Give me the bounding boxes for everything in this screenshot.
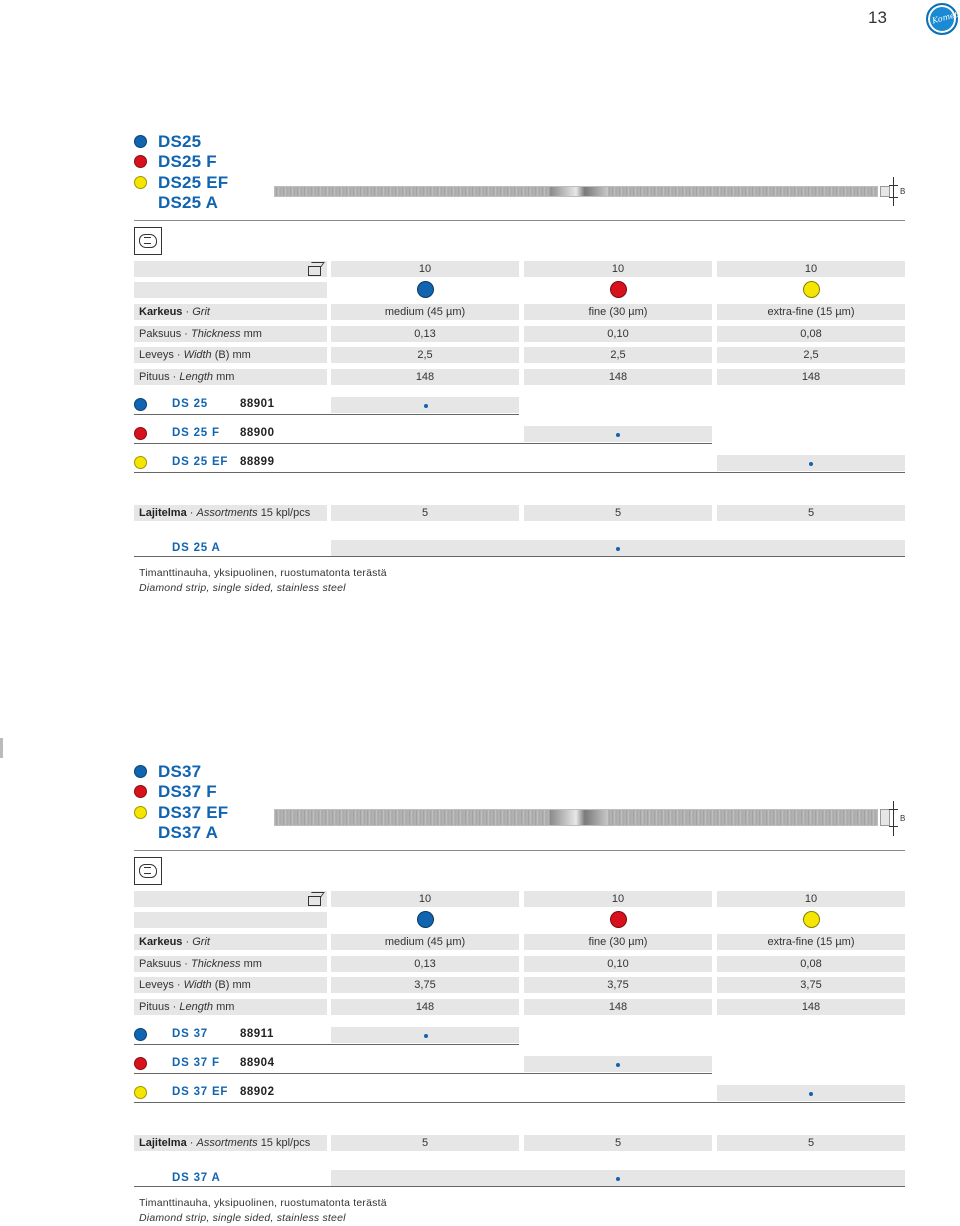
assortment-code: DS 37 A — [172, 1172, 221, 1184]
box-icon — [308, 266, 321, 276]
strip-shine — [550, 810, 608, 825]
diamond-strip-icon — [274, 186, 878, 197]
pack-icon-shape — [139, 864, 157, 878]
grit-value: fine (30 µm) — [524, 934, 712, 950]
row-underline — [134, 443, 712, 444]
length-value: 148 — [717, 999, 905, 1015]
article-number: 88901 — [240, 398, 275, 410]
dimension-line — [893, 801, 894, 836]
section-ds37 — [0, 630, 960, 1226]
dimension-line — [893, 177, 894, 206]
strip-shine — [550, 187, 608, 196]
red-grit-dot-icon — [610, 911, 627, 928]
item-code: DS 37 EF — [172, 1086, 229, 1098]
header-cell — [134, 282, 327, 298]
length-label: Pituus · Length mm — [134, 999, 327, 1015]
pack-icon — [134, 857, 162, 885]
strip-end — [880, 809, 890, 826]
dimension-label: B — [900, 187, 906, 196]
yellow-grit-dot-icon — [803, 281, 820, 298]
availability-bullet-icon — [616, 1063, 620, 1067]
width-value: 3,75 — [717, 977, 905, 993]
thickness-value: 0,13 — [331, 326, 519, 342]
length-label: Pituus · Length mm — [134, 369, 327, 385]
pack-qty: 10 — [331, 891, 519, 907]
box-icon — [308, 896, 321, 906]
dimension-tick — [889, 826, 898, 827]
item-code: DS 37 — [172, 1028, 208, 1040]
availability-bullet-icon — [424, 1034, 428, 1038]
red-dot-icon — [134, 1057, 147, 1070]
product-title: DS25 EF — [158, 173, 229, 192]
diamond-strip-icon — [274, 809, 878, 826]
grit-value: extra-fine (15 µm) — [717, 934, 905, 950]
row-underline — [134, 556, 905, 557]
thickness-value: 0,10 — [524, 956, 712, 972]
grit-label: Karkeus · Grit — [134, 304, 327, 320]
assortments-label: Lajitelma · Assortments 15 kpl/pcs — [134, 1135, 327, 1151]
assortments-label: Lajitelma · Assortments 15 kpl/pcs — [134, 505, 327, 521]
length-value: 148 — [524, 999, 712, 1015]
row-underline — [134, 1186, 905, 1187]
row-underline — [134, 1044, 519, 1045]
header-cell — [134, 891, 327, 907]
description-fi: Timanttinauha, yksipuolinen, ruostumatonta terästä — [139, 567, 387, 579]
product-title: DS25 F — [158, 152, 217, 171]
row-underline — [134, 472, 905, 473]
logo-text: Komet — [931, 9, 959, 26]
item-code: DS 25 EF — [172, 456, 229, 468]
divider — [134, 850, 905, 851]
length-value: 148 — [717, 369, 905, 385]
grit-value: extra-fine (15 µm) — [717, 304, 905, 320]
description-en: Diamond strip, single sided, stainless steel — [139, 582, 346, 594]
blue-dot-icon — [134, 398, 147, 411]
width-label: Leveys · Width (B) mm — [134, 347, 327, 363]
product-title: DS25 — [158, 132, 202, 151]
width-label: Leveys · Width (B) mm — [134, 977, 327, 993]
item-code: DS 25 — [172, 398, 208, 410]
width-value: 3,75 — [524, 977, 712, 993]
page-number: 13 — [868, 8, 887, 27]
article-number: 88902 — [240, 1086, 275, 1098]
width-value: 2,5 — [524, 347, 712, 363]
blue-grit-dot-icon — [417, 911, 434, 928]
assortment-qty: 5 — [717, 1135, 905, 1151]
blue-grit-dot-icon — [417, 281, 434, 298]
product-title: DS37 — [158, 762, 202, 781]
item-code: DS 25 F — [172, 427, 220, 439]
description-en: Diamond strip, single sided, stainless steel — [139, 1212, 346, 1224]
dimension-tick — [889, 197, 898, 198]
assortment-qty: 5 — [717, 505, 905, 521]
strip-end — [880, 186, 890, 197]
grit-value: medium (45 µm) — [331, 934, 519, 950]
article-number: 88899 — [240, 456, 275, 468]
article-number: 88911 — [240, 1028, 274, 1040]
pack-qty: 10 — [717, 891, 905, 907]
row-underline — [134, 1073, 712, 1074]
item-code: DS 37 F — [172, 1057, 220, 1069]
dimension-tick — [889, 809, 898, 810]
article-number: 88900 — [240, 427, 275, 439]
row-underline — [134, 414, 519, 415]
length-value: 148 — [331, 999, 519, 1015]
grit-label: Karkeus · Grit — [134, 934, 327, 950]
blue-dot-icon — [134, 1028, 147, 1041]
header-cell — [134, 261, 327, 277]
article-number: 88904 — [240, 1057, 275, 1069]
length-value: 148 — [331, 369, 519, 385]
grit-value: fine (30 µm) — [524, 304, 712, 320]
thickness-label: Paksuus · Thickness mm — [134, 326, 327, 342]
availability-bullet-icon — [809, 1092, 813, 1096]
width-value: 2,5 — [331, 347, 519, 363]
product-title: DS37 EF — [158, 803, 229, 822]
red-dot-icon — [134, 427, 147, 440]
header-cell — [134, 912, 327, 928]
pack-icon-shape — [139, 234, 157, 248]
availability-bullet-icon — [616, 1177, 620, 1181]
divider — [134, 220, 905, 221]
pack-qty: 10 — [524, 261, 712, 277]
pack-qty: 10 — [524, 891, 712, 907]
assortment-qty: 5 — [524, 1135, 712, 1151]
thickness-value: 0,10 — [524, 326, 712, 342]
red-dot-icon — [134, 155, 147, 168]
assortment-qty: 5 — [524, 505, 712, 521]
availability-bullet-icon — [616, 547, 620, 551]
pack-icon — [134, 227, 162, 255]
width-value: 3,75 — [331, 977, 519, 993]
yellow-dot-icon — [134, 806, 147, 819]
assortment-code: DS 25 A — [172, 542, 221, 554]
yellow-grit-dot-icon — [803, 911, 820, 928]
row-underline — [134, 1102, 905, 1103]
red-grit-dot-icon — [610, 281, 627, 298]
assortment-qty: 5 — [331, 505, 519, 521]
product-title: DS37 A — [158, 823, 219, 842]
assortment-qty: 5 — [331, 1135, 519, 1151]
pack-qty: 10 — [717, 261, 905, 277]
pack-qty: 10 — [331, 261, 519, 277]
product-title: DS37 F — [158, 782, 217, 801]
blue-dot-icon — [134, 135, 147, 148]
availability-bullet-icon — [809, 462, 813, 466]
yellow-dot-icon — [134, 456, 147, 469]
description-fi: Timanttinauha, yksipuolinen, ruostumatonta terästä — [139, 1197, 387, 1209]
availability-bullet-icon — [616, 433, 620, 437]
product-title: DS25 A — [158, 193, 219, 212]
blue-dot-icon — [134, 765, 147, 778]
grit-value: medium (45 µm) — [331, 304, 519, 320]
width-value: 2,5 — [717, 347, 905, 363]
yellow-dot-icon — [134, 1086, 147, 1099]
length-value: 148 — [524, 369, 712, 385]
thickness-label: Paksuus · Thickness mm — [134, 956, 327, 972]
thickness-value: 0,08 — [717, 326, 905, 342]
yellow-dot-icon — [134, 176, 147, 189]
availability-bullet-icon — [424, 404, 428, 408]
thickness-value: 0,13 — [331, 956, 519, 972]
dimension-label: B — [900, 814, 906, 823]
red-dot-icon — [134, 785, 147, 798]
thickness-value: 0,08 — [717, 956, 905, 972]
dimension-tick — [889, 185, 898, 186]
